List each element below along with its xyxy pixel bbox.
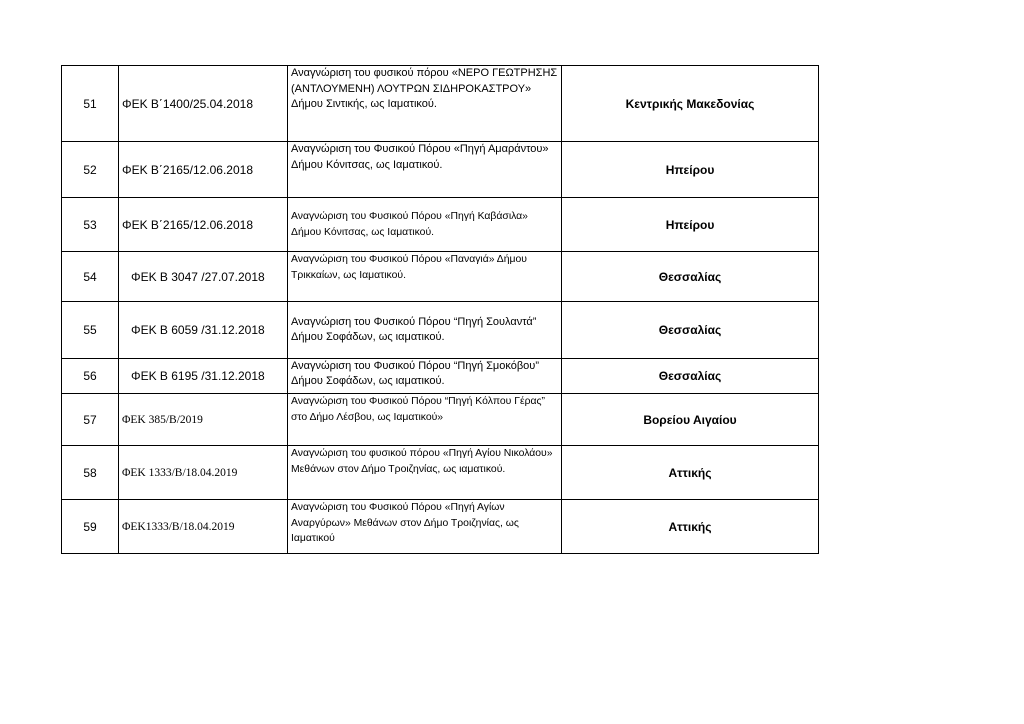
region: Θεσσαλίας (562, 252, 819, 302)
row-number: 55 (62, 302, 119, 359)
table-row (62, 142, 819, 198)
legislation-table (61, 65, 819, 554)
row-number: 59 (62, 500, 119, 554)
description: Αναγνώριση του Φυσικού Πόρου “Πηγή Σουλαντά” Δήμου Σοφάδων, ως ιαματικού. (288, 302, 562, 359)
region: Αττικής (562, 500, 819, 554)
fek-reference: ΦΕΚ Β 6059 /31.12.2018 (119, 302, 288, 359)
region: Θεσσαλίας (562, 359, 819, 394)
description: Αναγνώριση του Φυσικού Πόρου «Πηγή Αγίων Αναργύρων» Μεθάνων στον Δήμο Τροιζηνίας, ως Ιαματικού (288, 500, 562, 554)
region: Θεσσαλίας (562, 302, 819, 359)
description: Αναγνώριση του Φυσικού Πόρου “Πηγή Κόλπου Γέρας” στο Δήμο Λέσβου, ως Ιαματικού» (288, 394, 562, 446)
region: Βορείου Αιγαίου (562, 394, 819, 446)
description: Αναγνώριση του Φυσικού Πόρου «Πηγή Αμαράντου» Δήμου Κόνιτσας, ως Ιαματικού. (288, 142, 562, 198)
fek-reference: ΦΕΚ Β 6195 /31.12.2018 (119, 359, 288, 394)
row-number: 57 (62, 394, 119, 446)
fek-reference: ΦΕΚ Β΄2165/12.06.2018 (119, 198, 288, 252)
fek-reference: ΦΕΚ1333/Β/18.04.2019 (119, 500, 288, 554)
region: Αττικής (562, 446, 819, 500)
region: Ηπείρου (562, 198, 819, 252)
description: Αναγνώριση του Φυσικού Πόρου «Παναγιά» Δήμου Τρικκαίων, ως Ιαματικού. (288, 252, 562, 302)
description: Αναγνώριση του Φυσικού Πόρου «Πηγή Καβάσιλα» Δήμου Κόνιτσας, ως Ιαματικού. (288, 198, 562, 252)
fek-reference: ΦΕΚ 1333/Β/18.04.2019 (119, 446, 288, 500)
region: Κεντρικής Μακεδονίας (562, 66, 819, 142)
region: Ηπείρου (562, 142, 819, 198)
table-row (62, 302, 819, 359)
row-number: 54 (62, 252, 119, 302)
row-number: 51 (62, 66, 119, 142)
table-row (62, 394, 819, 446)
table-row (62, 446, 819, 500)
fek-reference: ΦΕΚ Β΄2165/12.06.2018 (119, 142, 288, 198)
fek-reference: ΦΕΚ Β΄1400/25.04.2018 (119, 66, 288, 142)
description: Αναγνώριση του Φυσικού Πόρου “Πηγή Σμοκόβου” Δήμου Σοφάδων, ως ιαματικού. (288, 359, 562, 394)
row-number: 53 (62, 198, 119, 252)
table-row (62, 359, 819, 394)
row-number: 56 (62, 359, 119, 394)
description: Αναγνώριση του φυσικού πόρου «ΝΕΡΟ ΓΕΩΤΡΗΣΗΣ (ΑΝΤΛΟΥΜΕΝΗ) ΛΟΥΤΡΩΝ ΣΙΔΗΡΟΚΑΣΤΡΟΥ» Δήμου Σιντικής, ως Ιαματικού. (288, 66, 562, 142)
row-number: 52 (62, 142, 119, 198)
description: Αναγνώριση του φυσικού πόρου «Πηγή Αγίου Νικολάου» Μεθάνων στον Δήμο Τροιζηνίας, ως ιαματικού. (288, 446, 562, 500)
fek-reference: ΦΕΚ Β 3047 /27.07.2018 (119, 252, 288, 302)
row-number: 58 (62, 446, 119, 500)
table-row (62, 66, 819, 142)
table-row (62, 500, 819, 554)
table-row (62, 198, 819, 252)
fek-reference: ΦΕΚ 385/Β/2019 (119, 394, 288, 446)
table-row (62, 252, 819, 302)
